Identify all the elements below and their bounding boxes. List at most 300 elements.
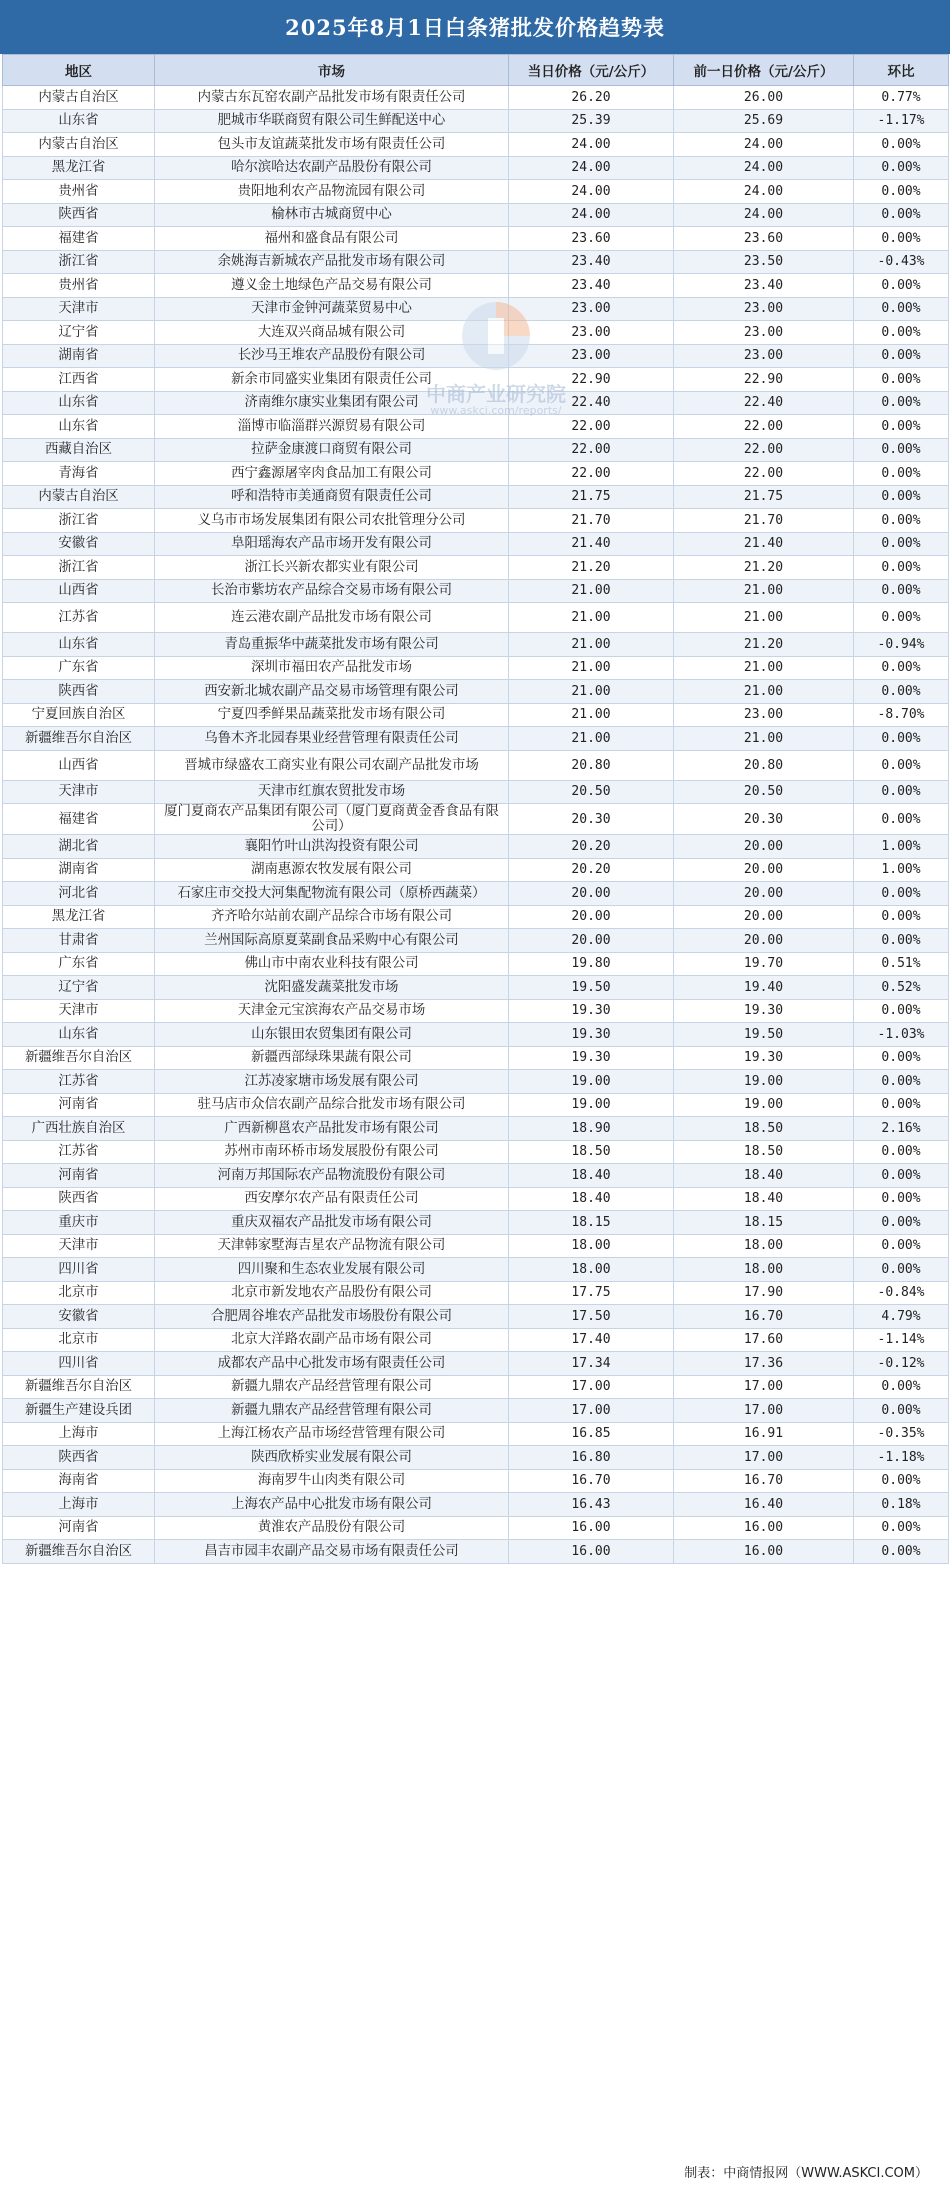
cell-prev-price: 17.36 (674, 1352, 854, 1376)
cell-prev-price: 16.70 (674, 1469, 854, 1493)
cell-today-price: 20.50 (509, 780, 674, 804)
cell-market: 贵阳地利农产品物流园有限公司 (155, 180, 509, 204)
cell-today-price: 16.80 (509, 1446, 674, 1470)
table-row (3, 415, 949, 439)
cell-today-price: 18.90 (509, 1117, 674, 1141)
table-row (3, 109, 949, 133)
cell-today-price: 21.20 (509, 556, 674, 580)
cell-change: 2.16% (854, 1117, 949, 1141)
cell-region: 新疆维吾尔自治区 (3, 1046, 155, 1070)
cell-today-price: 17.00 (509, 1399, 674, 1423)
cell-region: 山西省 (3, 579, 155, 603)
cell-region: 四川省 (3, 1352, 155, 1376)
cell-today-price: 19.30 (509, 999, 674, 1023)
table-row (3, 368, 949, 392)
cell-region: 海南省 (3, 1469, 155, 1493)
cell-today-price: 20.30 (509, 804, 674, 835)
cell-today-price: 21.00 (509, 656, 674, 680)
table-row (3, 274, 949, 298)
cell-change: 0.00% (854, 1516, 949, 1540)
table-row (3, 1164, 949, 1188)
cell-today-price: 17.75 (509, 1281, 674, 1305)
cell-today-price: 23.00 (509, 297, 674, 321)
cell-change: -0.43% (854, 250, 949, 274)
cell-market: 义乌市市场发展集团有限公司农批管理分公司 (155, 509, 509, 533)
cell-market: 西安新北城农副产品交易市场管理有限公司 (155, 680, 509, 704)
cell-change: -0.94% (854, 633, 949, 657)
cell-prev-price: 18.40 (674, 1164, 854, 1188)
column-header-today-price: 当日价格（元/公斤） (509, 55, 674, 86)
cell-prev-price: 20.80 (674, 750, 854, 780)
cell-today-price: 21.40 (509, 532, 674, 556)
cell-market: 黄淮农产品股份有限公司 (155, 1516, 509, 1540)
cell-change: 0.00% (854, 532, 949, 556)
table-row (3, 1117, 949, 1141)
cell-region: 新疆生产建设兵团 (3, 1399, 155, 1423)
table-row (3, 1328, 949, 1352)
cell-change: 0.00% (854, 462, 949, 486)
cell-change: 0.00% (854, 999, 949, 1023)
table-row (3, 532, 949, 556)
cell-region: 甘肃省 (3, 929, 155, 953)
cell-change: 0.00% (854, 438, 949, 462)
column-header-market: 市场 (155, 55, 509, 86)
table-row (3, 1046, 949, 1070)
cell-today-price: 21.00 (509, 603, 674, 633)
cell-prev-price: 19.50 (674, 1023, 854, 1047)
cell-market: 内蒙古东瓦窑农副产品批发市场有限责任公司 (155, 86, 509, 110)
cell-change: 0.00% (854, 344, 949, 368)
cell-region: 浙江省 (3, 250, 155, 274)
cell-prev-price: 26.00 (674, 86, 854, 110)
table-row (3, 727, 949, 751)
cell-today-price: 19.30 (509, 1023, 674, 1047)
table-body (3, 86, 949, 1564)
cell-market: 合肥周谷堆农产品批发市场股份有限公司 (155, 1305, 509, 1329)
cell-change: 0.00% (854, 1093, 949, 1117)
cell-today-price: 23.40 (509, 274, 674, 298)
cell-today-price: 24.00 (509, 203, 674, 227)
cell-prev-price: 20.00 (674, 835, 854, 859)
table-row (3, 656, 949, 680)
table-row (3, 1375, 949, 1399)
cell-market: 天津金元宝滨海农产品交易市场 (155, 999, 509, 1023)
cell-region: 河北省 (3, 882, 155, 906)
cell-change: 0.00% (854, 727, 949, 751)
table-row (3, 579, 949, 603)
cell-market: 长治市紫坊农产品综合交易市场有限公司 (155, 579, 509, 603)
cell-prev-price: 17.60 (674, 1328, 854, 1352)
cell-market: 包头市友谊蔬菜批发市场有限责任公司 (155, 133, 509, 157)
cell-market: 哈尔滨哈达农副产品股份有限公司 (155, 156, 509, 180)
cell-today-price: 24.00 (509, 133, 674, 157)
cell-change: 0.00% (854, 1399, 949, 1423)
cell-region: 浙江省 (3, 509, 155, 533)
cell-change: 0.00% (854, 750, 949, 780)
price-table (2, 54, 949, 1564)
cell-region: 安徽省 (3, 1305, 155, 1329)
cell-prev-price: 24.00 (674, 203, 854, 227)
table-title: 2025年8月1日白条猪批发价格趋势表 (0, 0, 950, 54)
cell-prev-price: 23.00 (674, 703, 854, 727)
cell-today-price: 16.43 (509, 1493, 674, 1517)
cell-market: 榆林市古城商贸中心 (155, 203, 509, 227)
cell-change: 0.00% (854, 656, 949, 680)
cell-today-price: 18.40 (509, 1164, 674, 1188)
cell-region: 湖南省 (3, 344, 155, 368)
table-row (3, 1023, 949, 1047)
cell-prev-price: 16.70 (674, 1305, 854, 1329)
cell-market: 山东银田农贸集团有限公司 (155, 1023, 509, 1047)
cell-market: 上海农产品中心批发市场有限公司 (155, 1493, 509, 1517)
cell-prev-price: 21.00 (674, 579, 854, 603)
table-row (3, 1446, 949, 1470)
table-row (3, 391, 949, 415)
cell-prev-price: 24.00 (674, 133, 854, 157)
cell-change: 0.00% (854, 882, 949, 906)
table-row (3, 1305, 949, 1329)
cell-market: 兰州国际高原夏菜副食品采购中心有限公司 (155, 929, 509, 953)
table-row (3, 203, 949, 227)
cell-market: 新疆九鼎农产品经营管理有限公司 (155, 1399, 509, 1423)
cell-prev-price: 24.00 (674, 156, 854, 180)
cell-today-price: 21.70 (509, 509, 674, 533)
cell-today-price: 20.00 (509, 905, 674, 929)
cell-region: 福建省 (3, 804, 155, 835)
cell-market: 新疆九鼎农产品经营管理有限公司 (155, 1375, 509, 1399)
cell-prev-price: 20.50 (674, 780, 854, 804)
cell-today-price: 19.00 (509, 1070, 674, 1094)
cell-today-price: 21.00 (509, 680, 674, 704)
cell-region: 安徽省 (3, 532, 155, 556)
cell-change: 0.00% (854, 1070, 949, 1094)
cell-region: 重庆市 (3, 1211, 155, 1235)
cell-region: 北京市 (3, 1328, 155, 1352)
cell-region: 浙江省 (3, 556, 155, 580)
cell-prev-price: 18.50 (674, 1117, 854, 1141)
cell-change: 0.00% (854, 133, 949, 157)
cell-region: 陕西省 (3, 1187, 155, 1211)
cell-today-price: 21.00 (509, 633, 674, 657)
cell-prev-price: 22.00 (674, 438, 854, 462)
cell-market: 天津市红旗农贸批发市场 (155, 780, 509, 804)
cell-region: 贵州省 (3, 180, 155, 204)
cell-change: -1.17% (854, 109, 949, 133)
cell-region: 江西省 (3, 368, 155, 392)
cell-today-price: 23.00 (509, 344, 674, 368)
table-row (3, 180, 949, 204)
cell-today-price: 17.40 (509, 1328, 674, 1352)
cell-change: 0.00% (854, 156, 949, 180)
cell-today-price: 21.00 (509, 703, 674, 727)
cell-change: 0.00% (854, 274, 949, 298)
table-row (3, 438, 949, 462)
cell-region: 北京市 (3, 1281, 155, 1305)
cell-market: 西安摩尔农产品有限责任公司 (155, 1187, 509, 1211)
cell-region: 广东省 (3, 952, 155, 976)
cell-region: 黑龙江省 (3, 905, 155, 929)
cell-change: 0.00% (854, 929, 949, 953)
cell-today-price: 19.50 (509, 976, 674, 1000)
cell-change: -8.70% (854, 703, 949, 727)
table-row (3, 750, 949, 780)
cell-market: 重庆双福农产品批发市场有限公司 (155, 1211, 509, 1235)
table-row (3, 680, 949, 704)
cell-market: 新余市同盛实业集团有限责任公司 (155, 368, 509, 392)
cell-region: 山西省 (3, 750, 155, 780)
cell-today-price: 18.00 (509, 1258, 674, 1282)
cell-prev-price: 20.00 (674, 929, 854, 953)
table-row (3, 321, 949, 345)
cell-region: 天津市 (3, 780, 155, 804)
cell-change: 0.00% (854, 1469, 949, 1493)
cell-today-price: 18.40 (509, 1187, 674, 1211)
cell-market: 济南维尔康实业集团有限公司 (155, 391, 509, 415)
cell-market: 石家庄市交投大河集配物流有限公司（原桥西蔬菜） (155, 882, 509, 906)
cell-region: 陕西省 (3, 1446, 155, 1470)
cell-region: 山东省 (3, 1023, 155, 1047)
cell-change: -1.03% (854, 1023, 949, 1047)
cell-region: 河南省 (3, 1516, 155, 1540)
table-row (3, 882, 949, 906)
cell-market: 新疆西部绿珠果蔬有限公司 (155, 1046, 509, 1070)
cell-market: 宁夏四季鲜果品蔬菜批发市场有限公司 (155, 703, 509, 727)
cell-today-price: 18.00 (509, 1234, 674, 1258)
cell-region: 陕西省 (3, 680, 155, 704)
cell-prev-price: 17.00 (674, 1399, 854, 1423)
column-header-prev-price: 前一日价格（元/公斤） (674, 55, 854, 86)
cell-change: -0.12% (854, 1352, 949, 1376)
cell-prev-price: 17.00 (674, 1446, 854, 1470)
table-row (3, 1540, 949, 1564)
cell-prev-price: 16.91 (674, 1422, 854, 1446)
cell-change: 0.00% (854, 1187, 949, 1211)
cell-today-price: 16.00 (509, 1516, 674, 1540)
cell-change: 0.00% (854, 780, 949, 804)
cell-prev-price: 21.75 (674, 485, 854, 509)
cell-market: 成都农产品中心批发市场有限责任公司 (155, 1352, 509, 1376)
cell-change: 1.00% (854, 858, 949, 882)
footer (0, 2156, 950, 2185)
cell-change: 1.00% (854, 835, 949, 859)
cell-change: 0.51% (854, 952, 949, 976)
cell-region: 湖南省 (3, 858, 155, 882)
watermark-text: 中商产业研究院 (426, 382, 566, 406)
cell-change: 4.79% (854, 1305, 949, 1329)
cell-region: 广东省 (3, 656, 155, 680)
table-row (3, 297, 949, 321)
table-row (3, 1234, 949, 1258)
cell-market: 广西新柳邕农产品批发市场有限公司 (155, 1117, 509, 1141)
cell-region: 江苏省 (3, 1140, 155, 1164)
table-row (3, 1140, 949, 1164)
cell-region: 山东省 (3, 415, 155, 439)
cell-prev-price: 18.00 (674, 1234, 854, 1258)
table-row (3, 999, 949, 1023)
cell-today-price: 23.60 (509, 227, 674, 251)
cell-prev-price: 16.40 (674, 1493, 854, 1517)
cell-region: 四川省 (3, 1258, 155, 1282)
cell-today-price: 17.00 (509, 1375, 674, 1399)
cell-today-price: 24.00 (509, 156, 674, 180)
table-row (3, 556, 949, 580)
cell-region: 江苏省 (3, 603, 155, 633)
cell-prev-price: 20.30 (674, 804, 854, 835)
cell-change: -1.14% (854, 1328, 949, 1352)
cell-market: 驻马店市众信农副产品综合批发市场有限公司 (155, 1093, 509, 1117)
table-row (3, 976, 949, 1000)
cell-market: 北京市新发地农产品股份有限公司 (155, 1281, 509, 1305)
header-row (3, 55, 949, 86)
table-row (3, 1399, 949, 1423)
table-row (3, 462, 949, 486)
cell-change: 0.00% (854, 321, 949, 345)
cell-market: 余姚海吉新城农产品批发市场有限公司 (155, 250, 509, 274)
cell-market: 天津市金钟河蔬菜贸易中心 (155, 297, 509, 321)
watermark-url: www.askci.com/reports/ (430, 404, 562, 417)
table-row (3, 1352, 949, 1376)
cell-market: 深圳市福田农产品批发市场 (155, 656, 509, 680)
cell-change: 0.00% (854, 804, 949, 835)
cell-region: 黑龙江省 (3, 156, 155, 180)
cell-change: 0.00% (854, 579, 949, 603)
cell-prev-price: 19.70 (674, 952, 854, 976)
cell-market: 遵义金土地绿色产品交易有限公司 (155, 274, 509, 298)
cell-change: -1.18% (854, 1446, 949, 1470)
table-row (3, 133, 949, 157)
cell-region: 天津市 (3, 1234, 155, 1258)
cell-today-price: 18.50 (509, 1140, 674, 1164)
cell-today-price: 16.70 (509, 1469, 674, 1493)
cell-today-price: 21.00 (509, 727, 674, 751)
cell-region: 新疆维吾尔自治区 (3, 1540, 155, 1564)
table-row (3, 344, 949, 368)
cell-prev-price: 18.50 (674, 1140, 854, 1164)
cell-region: 江苏省 (3, 1070, 155, 1094)
cell-prev-price: 21.00 (674, 727, 854, 751)
cell-change: 0.00% (854, 1540, 949, 1564)
cell-today-price: 22.90 (509, 368, 674, 392)
cell-prev-price: 22.90 (674, 368, 854, 392)
table-row (3, 1422, 949, 1446)
cell-prev-price: 19.30 (674, 1046, 854, 1070)
cell-market: 海南罗牛山肉类有限公司 (155, 1469, 509, 1493)
cell-market: 拉萨金康渡口商贸有限公司 (155, 438, 509, 462)
cell-prev-price: 16.00 (674, 1540, 854, 1564)
cell-region: 青海省 (3, 462, 155, 486)
cell-today-price: 24.00 (509, 180, 674, 204)
cell-today-price: 17.34 (509, 1352, 674, 1376)
cell-prev-price: 23.50 (674, 250, 854, 274)
cell-prev-price: 23.00 (674, 321, 854, 345)
cell-prev-price: 21.20 (674, 633, 854, 657)
cell-change: 0.00% (854, 1258, 949, 1282)
cell-region: 宁夏回族自治区 (3, 703, 155, 727)
cell-region: 广西壮族自治区 (3, 1117, 155, 1141)
table-row (3, 485, 949, 509)
cell-region: 上海市 (3, 1493, 155, 1517)
cell-today-price: 22.40 (509, 391, 674, 415)
table-row (3, 509, 949, 533)
cell-prev-price: 21.40 (674, 532, 854, 556)
cell-market: 北京大洋路农副产品市场有限公司 (155, 1328, 509, 1352)
cell-change: 0.00% (854, 485, 949, 509)
cell-market: 大连双兴商品城有限公司 (155, 321, 509, 345)
cell-today-price: 21.00 (509, 579, 674, 603)
cell-prev-price: 16.00 (674, 1516, 854, 1540)
cell-market: 连云港农副产品批发市场有限公司 (155, 603, 509, 633)
cell-region: 新疆维吾尔自治区 (3, 1375, 155, 1399)
cell-market: 呼和浩特市美通商贸有限责任公司 (155, 485, 509, 509)
cell-today-price: 19.80 (509, 952, 674, 976)
cell-prev-price: 22.00 (674, 415, 854, 439)
cell-prev-price: 18.00 (674, 1258, 854, 1282)
cell-market: 昌吉市园丰农副产品交易市场有限责任公司 (155, 1540, 509, 1564)
cell-prev-price: 20.00 (674, 858, 854, 882)
cell-prev-price: 19.30 (674, 999, 854, 1023)
table-row (3, 1493, 949, 1517)
cell-today-price: 18.15 (509, 1211, 674, 1235)
cell-prev-price: 19.00 (674, 1070, 854, 1094)
cell-today-price: 22.00 (509, 415, 674, 439)
cell-today-price: 23.00 (509, 321, 674, 345)
cell-change: 0.00% (854, 227, 949, 251)
cell-today-price: 25.39 (509, 109, 674, 133)
table-row (3, 156, 949, 180)
table-row (3, 780, 949, 804)
table-row (3, 633, 949, 657)
table-row (3, 952, 949, 976)
cell-today-price: 23.40 (509, 250, 674, 274)
cell-market: 天津韩家墅海吉星农产品物流有限公司 (155, 1234, 509, 1258)
cell-today-price: 26.20 (509, 86, 674, 110)
cell-prev-price: 21.20 (674, 556, 854, 580)
cell-change: 0.00% (854, 297, 949, 321)
table-row (3, 905, 949, 929)
cell-market: 四川聚和生态农业发展有限公司 (155, 1258, 509, 1282)
table-row (3, 1281, 949, 1305)
cell-market: 长沙马王堆农产品股份有限公司 (155, 344, 509, 368)
cell-prev-price: 23.60 (674, 227, 854, 251)
table-row (3, 603, 949, 633)
cell-prev-price: 22.40 (674, 391, 854, 415)
cell-today-price: 22.00 (509, 462, 674, 486)
table-row (3, 250, 949, 274)
cell-today-price: 20.00 (509, 882, 674, 906)
cell-change: 0.00% (854, 1234, 949, 1258)
table-row (3, 86, 949, 110)
table-row (3, 929, 949, 953)
cell-market: 西宁鑫源屠宰肉食品加工有限公司 (155, 462, 509, 486)
cell-change: 0.00% (854, 1140, 949, 1164)
cell-market: 沈阳盛发蔬菜批发市场 (155, 976, 509, 1000)
cell-market: 浙江长兴新农都实业有限公司 (155, 556, 509, 580)
cell-today-price: 19.00 (509, 1093, 674, 1117)
table-row (3, 703, 949, 727)
cell-prev-price: 19.00 (674, 1093, 854, 1117)
cell-prev-price: 19.40 (674, 976, 854, 1000)
cell-today-price: 16.85 (509, 1422, 674, 1446)
cell-prev-price: 23.00 (674, 297, 854, 321)
cell-change: 0.00% (854, 680, 949, 704)
cell-prev-price: 21.00 (674, 603, 854, 633)
cell-market: 陕西欣桥实业发展有限公司 (155, 1446, 509, 1470)
cell-market: 河南万邦国际农产品物流股份有限公司 (155, 1164, 509, 1188)
cell-today-price: 22.00 (509, 438, 674, 462)
table-row (3, 1516, 949, 1540)
cell-prev-price: 20.00 (674, 882, 854, 906)
cell-prev-price: 21.00 (674, 656, 854, 680)
